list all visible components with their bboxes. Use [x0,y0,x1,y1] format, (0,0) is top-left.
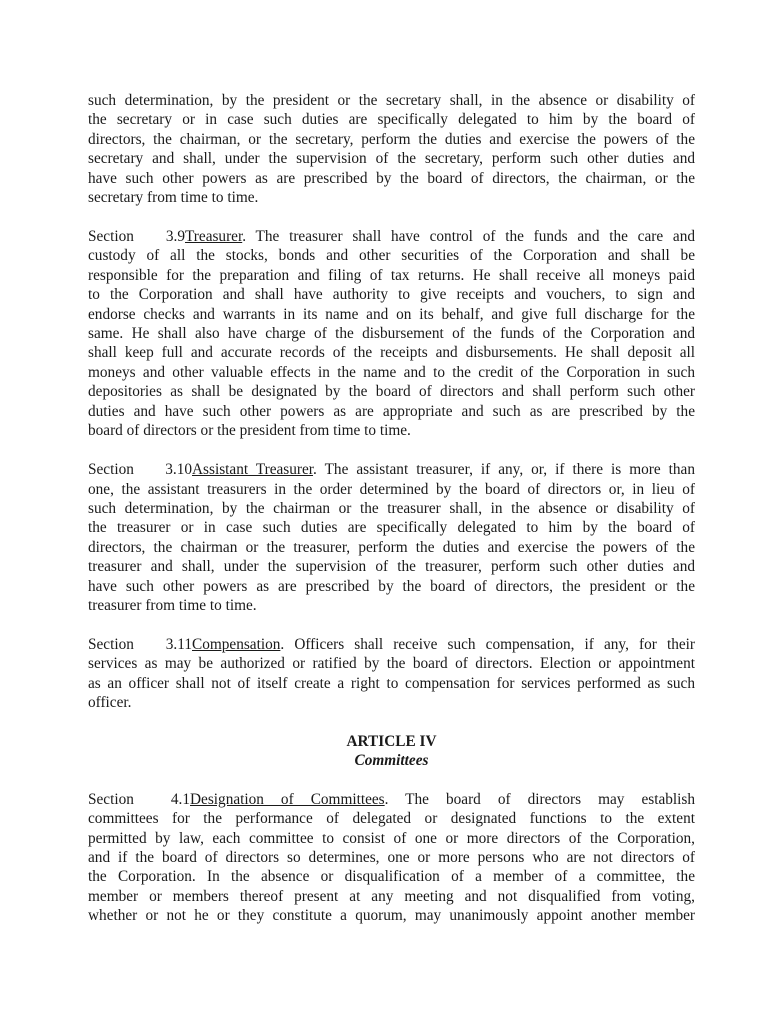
text-line: endorse checks and warrants in its name and on its behalf, and give full discharge for the [88,305,695,323]
section-text: . The assistant treasurer, if any, or, if there is more than [313,461,695,479]
section-heading: Designation of Committees [190,790,385,808]
article-title: ARTICLE IV [346,733,437,751]
text-line: board of directors or the president from time to time. [88,422,411,440]
section-text: . The treasurer shall have control of the funds and the care and [242,228,695,246]
text-line: one, the assistant treasurers in the order determined by the board of directors or, in lieu of [88,480,695,498]
text-line: whether or not he or they constitute a quorum, may unanimously appoint another member [88,907,695,925]
text-line: treasurer and shall, under the supervision of the treasurer, perform such other duties and [88,558,695,576]
text-line: have such other powers as are prescribed by the board of directors, the president or the [88,577,695,595]
section-number: Section 4.1 [88,790,190,808]
section-first-line [88,460,695,479]
text-line: committees for the performance of delegated or designated functions to the extent [88,810,695,828]
text-line: directors, the chairman, or the secretary, perform the duties and exercise the powers of the [88,130,695,148]
text-line: have such other powers as are prescribed by the board of directors, the chairman, or the [88,169,695,187]
document-page [88,91,695,926]
section-text: . Officers shall receive such compensation, if any, for their [280,635,695,653]
text-line: duties and have such other powers as are appropriate and such as are prescribed by the [88,402,695,420]
text-line: to the Corporation and shall have authority to give receipts and vouchers, to sign and [88,286,695,304]
section-text: . The board of directors may establish [384,790,695,808]
text-line: shall keep full and accurate records of the receipts and disbursements. He shall deposit all [88,344,695,362]
text-line: the Corporation. In the absence or disqualification of a member of a committee, the [88,868,695,886]
text-line: directors, the chairman or the treasurer, perform the duties and exercise the powers of the [88,538,695,556]
section-3-10 [88,460,695,615]
article-subtitle: Committees [354,752,429,770]
section-3-9 [88,227,695,440]
text-line: custody of all the stocks, bonds and other securities of the Corporation and shall be [88,247,695,265]
text-line: treasurer from time to time. [88,596,257,614]
section-first-line [88,790,695,809]
text-line: responsible for the preparation and filing of tax returns. He shall receive all moneys paid [88,266,695,284]
section-3-11 [88,635,695,713]
continued-paragraph [88,91,695,207]
text-line: permitted by law, each committee to consist of one or more directors of the Corporation, [88,829,695,847]
text-line: secretary from time to time. [88,189,259,207]
section-heading: Treasurer [185,228,243,246]
text-line: the secretary or in case such duties are specifically delegated to him by the board of [88,111,695,129]
text-line: moneys and other valuable effects in the name and to the credit of the Corporation in such [88,363,695,381]
section-heading: Assistant Treasurer [192,461,314,479]
text-line: secretary and shall, under the supervision of the secretary, perform such other duties and [88,150,695,168]
section-number: Section 3.10 [88,461,192,479]
section-number: Section 3.11 [88,635,192,653]
section-first-line [88,227,695,246]
text-line: same. He shall also have charge of the disbursement of the funds of the Corporation and [88,325,695,343]
text-line: officer. [88,694,132,712]
text-line: services as may be authorized or ratified by the board of directors. Election or appointment [88,655,695,673]
text-line: such determination, by the president or the secretary shall, in the absence or disability of [88,92,695,109]
text-line: as an officer shall not of itself create a right to compensation for services performed as such [88,674,695,692]
text-line: and if the board of directors so determines, one or more persons who are not directors of [88,848,695,866]
text-line: the treasurer or in case such duties are specifically delegated to him by the board of [88,519,695,537]
section-4-1 [88,790,695,926]
section-number: Section 3.9 [88,228,185,246]
text-line: member or members thereof present at any meeting and not disqualified from voting, [88,887,695,905]
section-first-line [88,635,695,654]
section-heading: Compensation [192,635,281,653]
text-line: depositories as shall be designated by the board of directors and shall perform such other [88,383,695,401]
text-line: such determination, by the chairman or the treasurer shall, in the absence or disability of [88,499,695,517]
article-heading [88,732,695,770]
